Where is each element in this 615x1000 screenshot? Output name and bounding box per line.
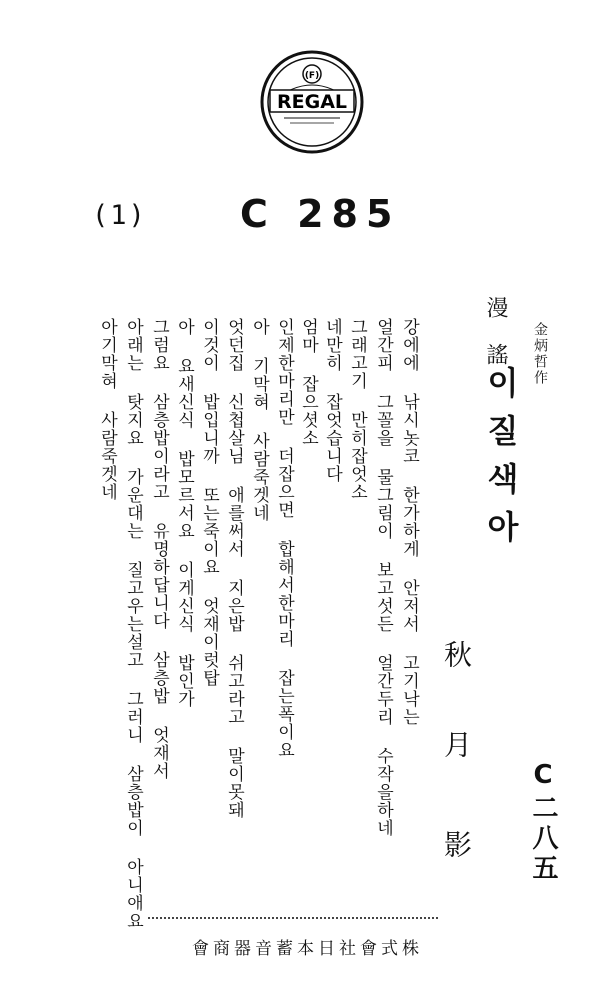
footer-divider: [148, 917, 438, 921]
lyric-line: 아기막혀 사람죽겟네: [97, 318, 117, 501]
lyric-line: 강에에 낚시놋코 한가하게 안저서 고기낙는: [399, 318, 419, 726]
lyric-line: 엄마 잡으셧소: [298, 318, 318, 447]
lyric-line: 네만히 잡엇습니다: [322, 318, 342, 483]
artist-name: [432, 640, 472, 880]
emblem-mark: (F): [304, 71, 320, 81]
lyric-line: 아래는 탓지요 가운대는 질고우는설고 그러니 삼층밥이 아니애요: [123, 318, 143, 930]
lyric-line: 그럼요 삼층밥이라고 유명하답니다 삼층밥 엇재서: [149, 318, 169, 780]
artist-char: 秋: [440, 640, 473, 668]
song-title: 이질색아: [482, 366, 520, 558]
composer-credit: 金炳哲作: [532, 322, 548, 386]
artist-char: 影: [440, 830, 473, 858]
company-name: 會商器音蓄本日社會式株: [192, 939, 423, 959]
brand-name: REGAL: [276, 91, 348, 113]
lyric-line: 인제한마리만 더잡으면 합해서한마리 잡는폭이요: [274, 318, 294, 759]
lyric-line: 아 요새신식 밥모르서요 이게신식 밥인가: [174, 318, 194, 708]
lyric-line: 그래고기 만히잡엇소: [347, 318, 367, 501]
song-genre: 漫 謠: [483, 296, 508, 365]
regal-label-logo: [258, 48, 366, 156]
lyric-line: 엇던집 신첩살님 애를써서 지은밥 쉬고라고 말이못돼: [224, 318, 244, 819]
artist-char: 月: [440, 730, 473, 758]
catalog-number-vertical: C二八五: [528, 760, 558, 884]
regal-emblem-graphic: [258, 48, 366, 156]
lyric-line: 이것이 밥입니까 또는죽이요 엇재이럿탑: [199, 318, 219, 687]
lyric-line: 얼간피 그꼴을 물그림이 보고섯든 얼간두리 수작을하네: [373, 318, 393, 837]
side-number: (1): [92, 200, 147, 231]
lyric-line: 아 기막혀 사람죽겟네: [249, 318, 269, 522]
catalog-number: C 285: [240, 192, 401, 236]
